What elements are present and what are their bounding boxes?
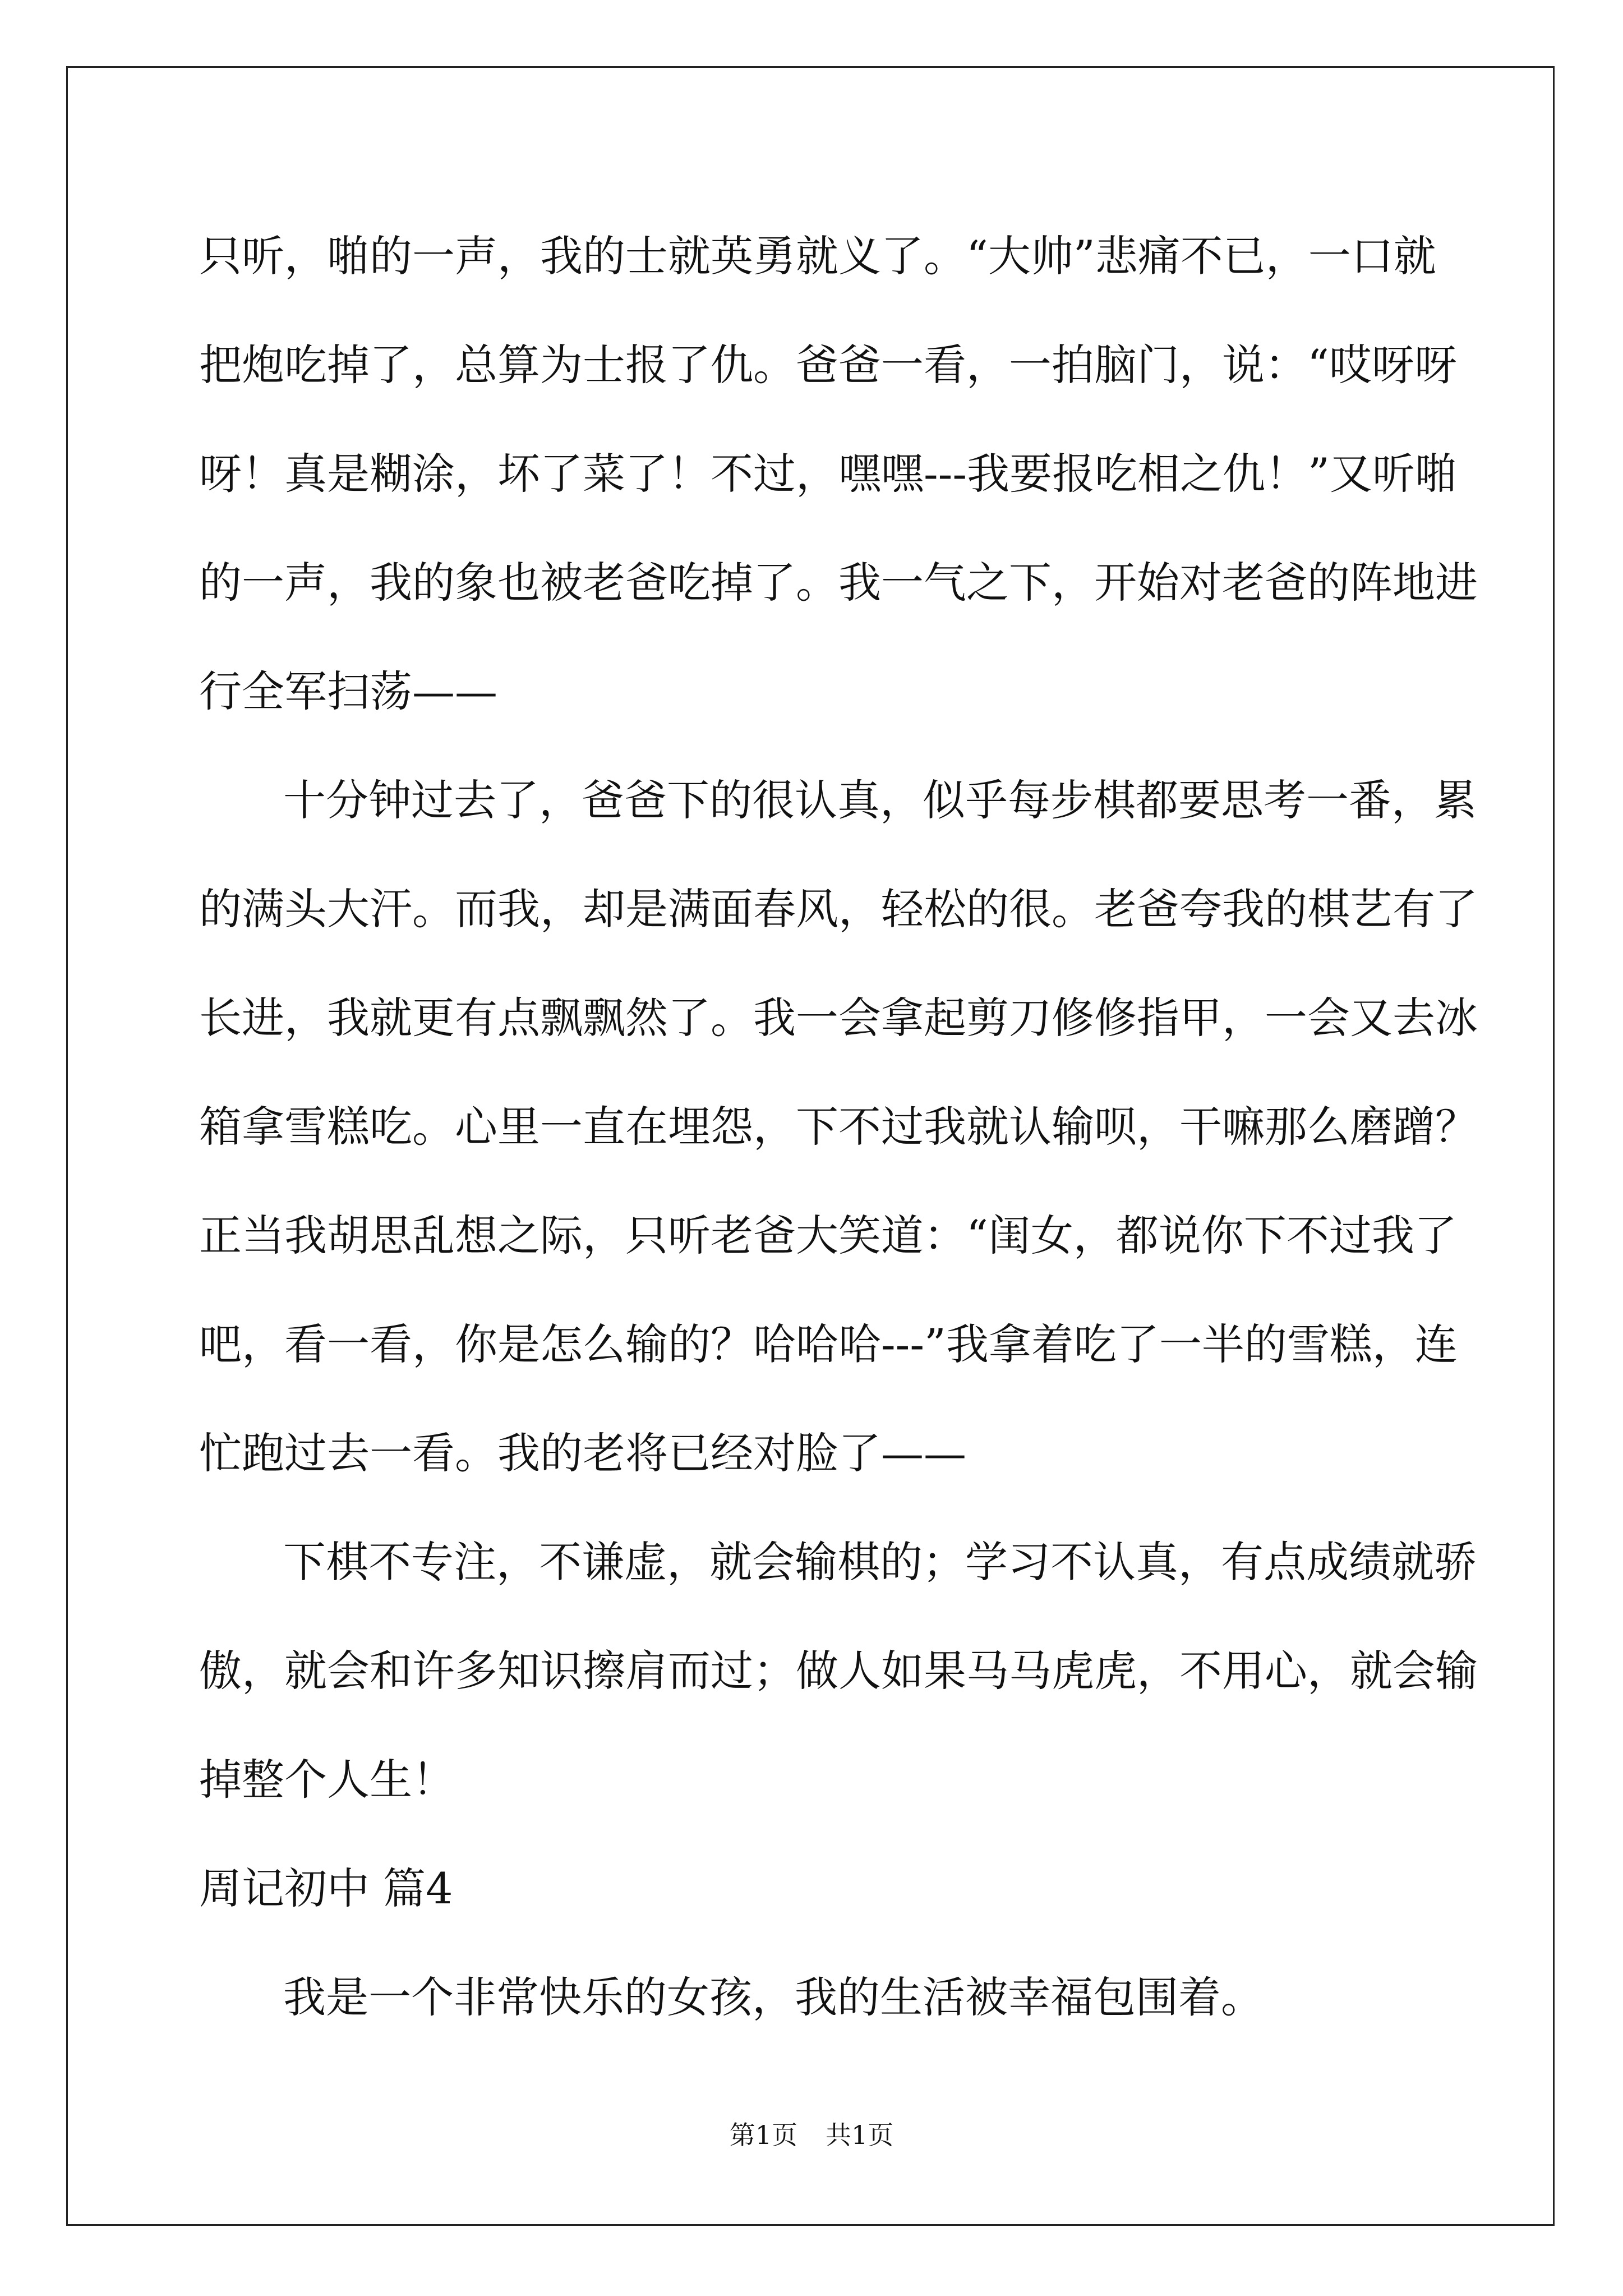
paragraph <box>199 1508 1478 1834</box>
text-line: 呀！真是糊涂，坏了菜了！不过，嘿嘿---我要报吃相之仇！”又听啪 <box>199 449 1458 499</box>
paragraph <box>199 202 1478 746</box>
text-line: 把炮吃掉了，总算为士报了仇。爸爸一看，一拍脑门，说：“哎呀呀 <box>199 340 1457 390</box>
text-line: 十分钟过去了，爸爸下的很认真，似乎每步棋都要思考一番，累 <box>283 775 1477 825</box>
text-line: 的一声，我的象也被老爸吃掉了。我一气之下，开始对老爸的阵地进 <box>199 558 1478 608</box>
text-line: 正当我胡思乱想之际，只听老爸大笑道：“闺女，都说你下不过我了 <box>199 1211 1457 1260</box>
text-line: 下棋不专注，不谦虚，就会输棋的；学习不认真，有点成绩就骄 <box>283 1537 1477 1587</box>
page-footer <box>0 2118 1623 2152</box>
paragraph <box>199 746 1478 1508</box>
text-line: 傲，就会和许多知识擦肩而过；做人如果马马虎虎，不用心，就会输 <box>199 1646 1478 1696</box>
document-body <box>199 202 1478 2052</box>
page-number: 第1页 <box>729 2120 797 2150</box>
page-total: 共1页 <box>826 2120 894 2150</box>
text-line: 掉整个人生！ <box>199 1755 455 1805</box>
text-line: 吧，看一看，你是怎么输的？哈哈哈---”我拿着吃了一半的雪糕，连 <box>199 1319 1458 1369</box>
text-line: 我是一个非常快乐的女孩，我的生活被幸福包围着。 <box>283 1972 1264 2022</box>
section-heading: 周记初中 篇4 <box>199 1864 453 1913</box>
paragraph <box>199 1943 1433 2052</box>
text-line: 的满头大汗。而我，却是满面春风，轻松的很。老爸夸我的棋艺有了 <box>199 884 1478 934</box>
text-line: 忙跑过去一看。我的老将已经对脸了—— <box>199 1428 966 1478</box>
text-line: 只听，啪的一声，我的士就英勇就义了。“大帅”悲痛不已，一口就 <box>199 231 1436 281</box>
text-line: 箱拿雪糕吃。心里一直在埋怨，下不过我就认输呗，干嘛那么磨蹭？ <box>199 1102 1478 1152</box>
text-line: 长进，我就更有点飘飘然了。我一会拿起剪刀修修指甲，一会又去冰 <box>199 993 1478 1043</box>
text-line: 行全军扫荡—— <box>199 666 497 716</box>
